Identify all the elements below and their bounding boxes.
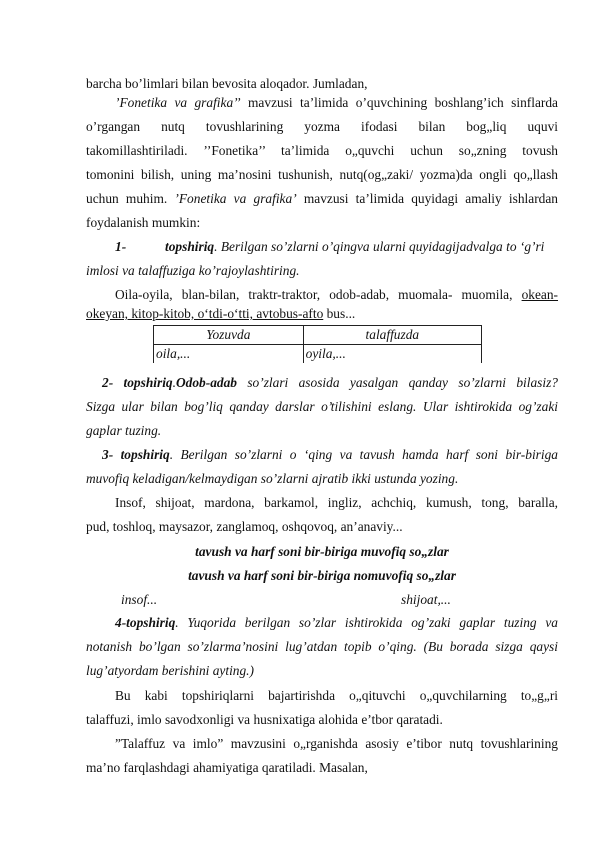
task-number: 1- bbox=[115, 239, 127, 254]
text-line: muvofiq keladigan/kelmaydigan so’zlarni ajratib ikki ustunda yozing. bbox=[86, 471, 459, 486]
text-line: Insof, shijoat, mardona, barkamol, ingliz, achchiq, kumush, tong, baralla, bbox=[115, 495, 558, 510]
task-label: 3- topshiriq bbox=[102, 447, 170, 462]
table-cell: oyila,... bbox=[303, 345, 481, 364]
text-run: . bbox=[172, 375, 176, 390]
text-line: o’rgangan nutq tovushlarining yozma ifodasi bilan bog„liq uquvi bbox=[86, 119, 558, 134]
text-run: Oila-oyila, blan-bilan, traktr-traktor, odob-adab, muomala- muomila, bbox=[115, 287, 513, 302]
task-4-heading bbox=[86, 615, 558, 631]
table-header: Yozuvda bbox=[154, 326, 304, 345]
emphasis-text: ’Fonetika va grafika’’ bbox=[115, 95, 241, 110]
task-text: . Berilgan so’zlarni o ‘qing va tavush hamda harf soni bir-biriga bbox=[169, 447, 558, 462]
task-2-heading bbox=[86, 375, 558, 391]
task-label: 4-topshiriq bbox=[115, 615, 176, 630]
example-word: insof... bbox=[121, 592, 158, 607]
column-heading: tavush va harf soni bir-biriga nomuvofiq so„zlar bbox=[188, 568, 456, 583]
text-line: gaplar tuzing. bbox=[86, 423, 162, 438]
text-line: Sizga ular bilan bog’liq qanday darslar o’tilishini eslang. Ular ishtirokida og’zaki bbox=[86, 399, 558, 414]
underlined-text: okeyan, kitop-kitob, o‘tdi-o‘tti, avtobus-afto bbox=[86, 306, 324, 321]
text-line: pud, toshloq, maysazor, zanglamoq, oshqovoq, an’anaviy... bbox=[86, 519, 403, 534]
text-line bbox=[86, 191, 558, 207]
task-text: . Berilgan so’zlarni o’qingva ularni quyidagijadvalga to ‘g’ri bbox=[214, 239, 545, 254]
task-1-heading bbox=[86, 239, 558, 255]
text-run: mavzusi ta’limida o’quvchining boshlang’ich sinflarda bbox=[240, 95, 558, 110]
text-line: notanish bo’lgan so’zlarma’nosini lug’atdan topib o’qing. (Bu borada sizga qaysi bbox=[86, 639, 558, 654]
table-cell: oila,... bbox=[154, 345, 304, 364]
text-run: uchun muhim. bbox=[86, 191, 175, 206]
emphasis-text: Odob-adab bbox=[175, 375, 237, 390]
underlined-text: okean- bbox=[521, 287, 559, 302]
column-heading: tavush va harf soni bir-biriga muvofiq so„zlar bbox=[195, 544, 449, 559]
text-line: barcha bo’limlari bilan bevosita aloqador. Jumladan, bbox=[86, 76, 368, 91]
text-line: Bu kabi topshiriqlarni bajartirishda o„qituvchi o„quvchilarning to„g„ri bbox=[115, 688, 558, 703]
text-line: ”Talaffuz va imlo” mavzusini o„rganishda asosiy e’tibor nutq tovushlarining bbox=[115, 736, 558, 751]
text-line: takomillashtiriladi. ’’Fonetika’’ ta’limida o„quvchi uchun so„zning tovush bbox=[86, 143, 558, 158]
text-line bbox=[86, 95, 558, 111]
emphasis-text: ’Fonetika va grafika’ bbox=[174, 191, 297, 206]
spelling-table bbox=[153, 325, 482, 363]
text-line: imlosi va talaffuziga ko’rajoylashtiring. bbox=[86, 263, 300, 278]
task-label: 2- topshiriq bbox=[102, 375, 173, 390]
text-run: bus... bbox=[323, 306, 356, 321]
text-line bbox=[86, 287, 558, 303]
text-line: tomonini bilish, uning ma’nosini tushunish, nutq(og„zaki/ yozma)da ongli qo„llash bbox=[86, 167, 558, 182]
text-line: ma’no farqlashdagi ahamiyatiga qaratiladi. Masalan, bbox=[86, 760, 368, 775]
task-3-heading bbox=[86, 447, 558, 463]
task-label: topshiriq bbox=[165, 239, 215, 254]
task-text: . Yuqorida berilgan so’zlar ishtirokida og’zaki gaplar tuzing va bbox=[175, 615, 558, 630]
task-text: so’zlari asosida yasalgan qanday so’zlarni bilasiz? bbox=[236, 375, 558, 390]
text-run: mavzusi ta’limida quyidagi amaliy ishlardan bbox=[296, 191, 558, 206]
text-line bbox=[86, 306, 558, 322]
text-line: lug’atyordam berishini ayting.) bbox=[86, 663, 254, 678]
example-word: shijoat,... bbox=[401, 592, 451, 607]
text-line: foydalanish mumkin: bbox=[86, 215, 201, 230]
text-line: talaffuzi, imlo savodxonligi va husnixatiga alohida e’tbor qaratadi. bbox=[86, 712, 443, 727]
table-header: talaffuzda bbox=[303, 326, 481, 345]
